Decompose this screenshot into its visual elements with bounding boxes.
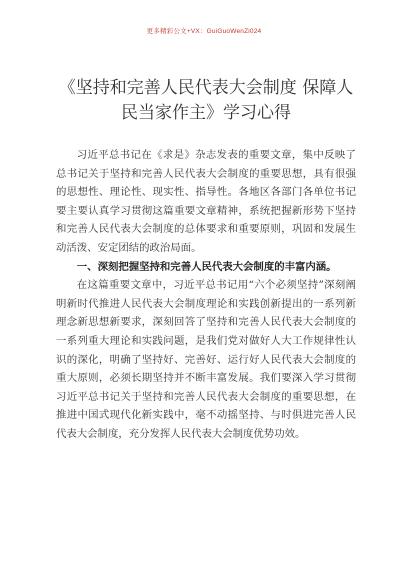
document-title: 《坚持和完善人民代表大会制度 保障人民当家作主》学习心得 (58, 78, 354, 123)
document-body (56, 146, 356, 444)
section-1-paragraph: 在这篇重要文章中，习近平总书记用“六个必须坚持”深刻阐明新时代推进人民代表大会制度理论和实践创新提出的一系列新理念新思想新要求，深刻回答了坚持和完善人民代表大会制度的一系列重大理论和实践问题，是我们党对做好人大工作规律性认识的深化，明确了坚持好、完善好、运行好人民代表大会制度的重大原则，必须长期坚持并不断丰富发展。我们要深入学习贯彻习近平总书记关于坚持和完善人民代表大会制度的重要思想，在推进中国式现代化新实践中，毫不动摇坚持、与时俱进完善人民代表大会制度，充分发挥人民代表大会制度优势功效。 (56, 279, 356, 440)
section-heading-1: 一、深刻把握坚持和完善人民代表大会制度的丰富内涵。 (76, 260, 337, 273)
intro-paragraph: 习近平总书记在《求是》杂志发表的重要文章，集中反映了总书记关于坚持和完善人民代表大会制度的重要思想，具有很强的思想性、理论性、现实性、指导性。各地区各部门各单位书记要主要认真学习贯彻这篇重要文章精神，系统把握新形势下坚持和完善人民代表大会制度的总体要求和重要原则，巩固和发展生动活泼、安定团结的政治局面。 (56, 149, 356, 254)
header-watermark-note: 更多精彩公文+VX：GuiGuoWenZi024 (146, 28, 262, 35)
